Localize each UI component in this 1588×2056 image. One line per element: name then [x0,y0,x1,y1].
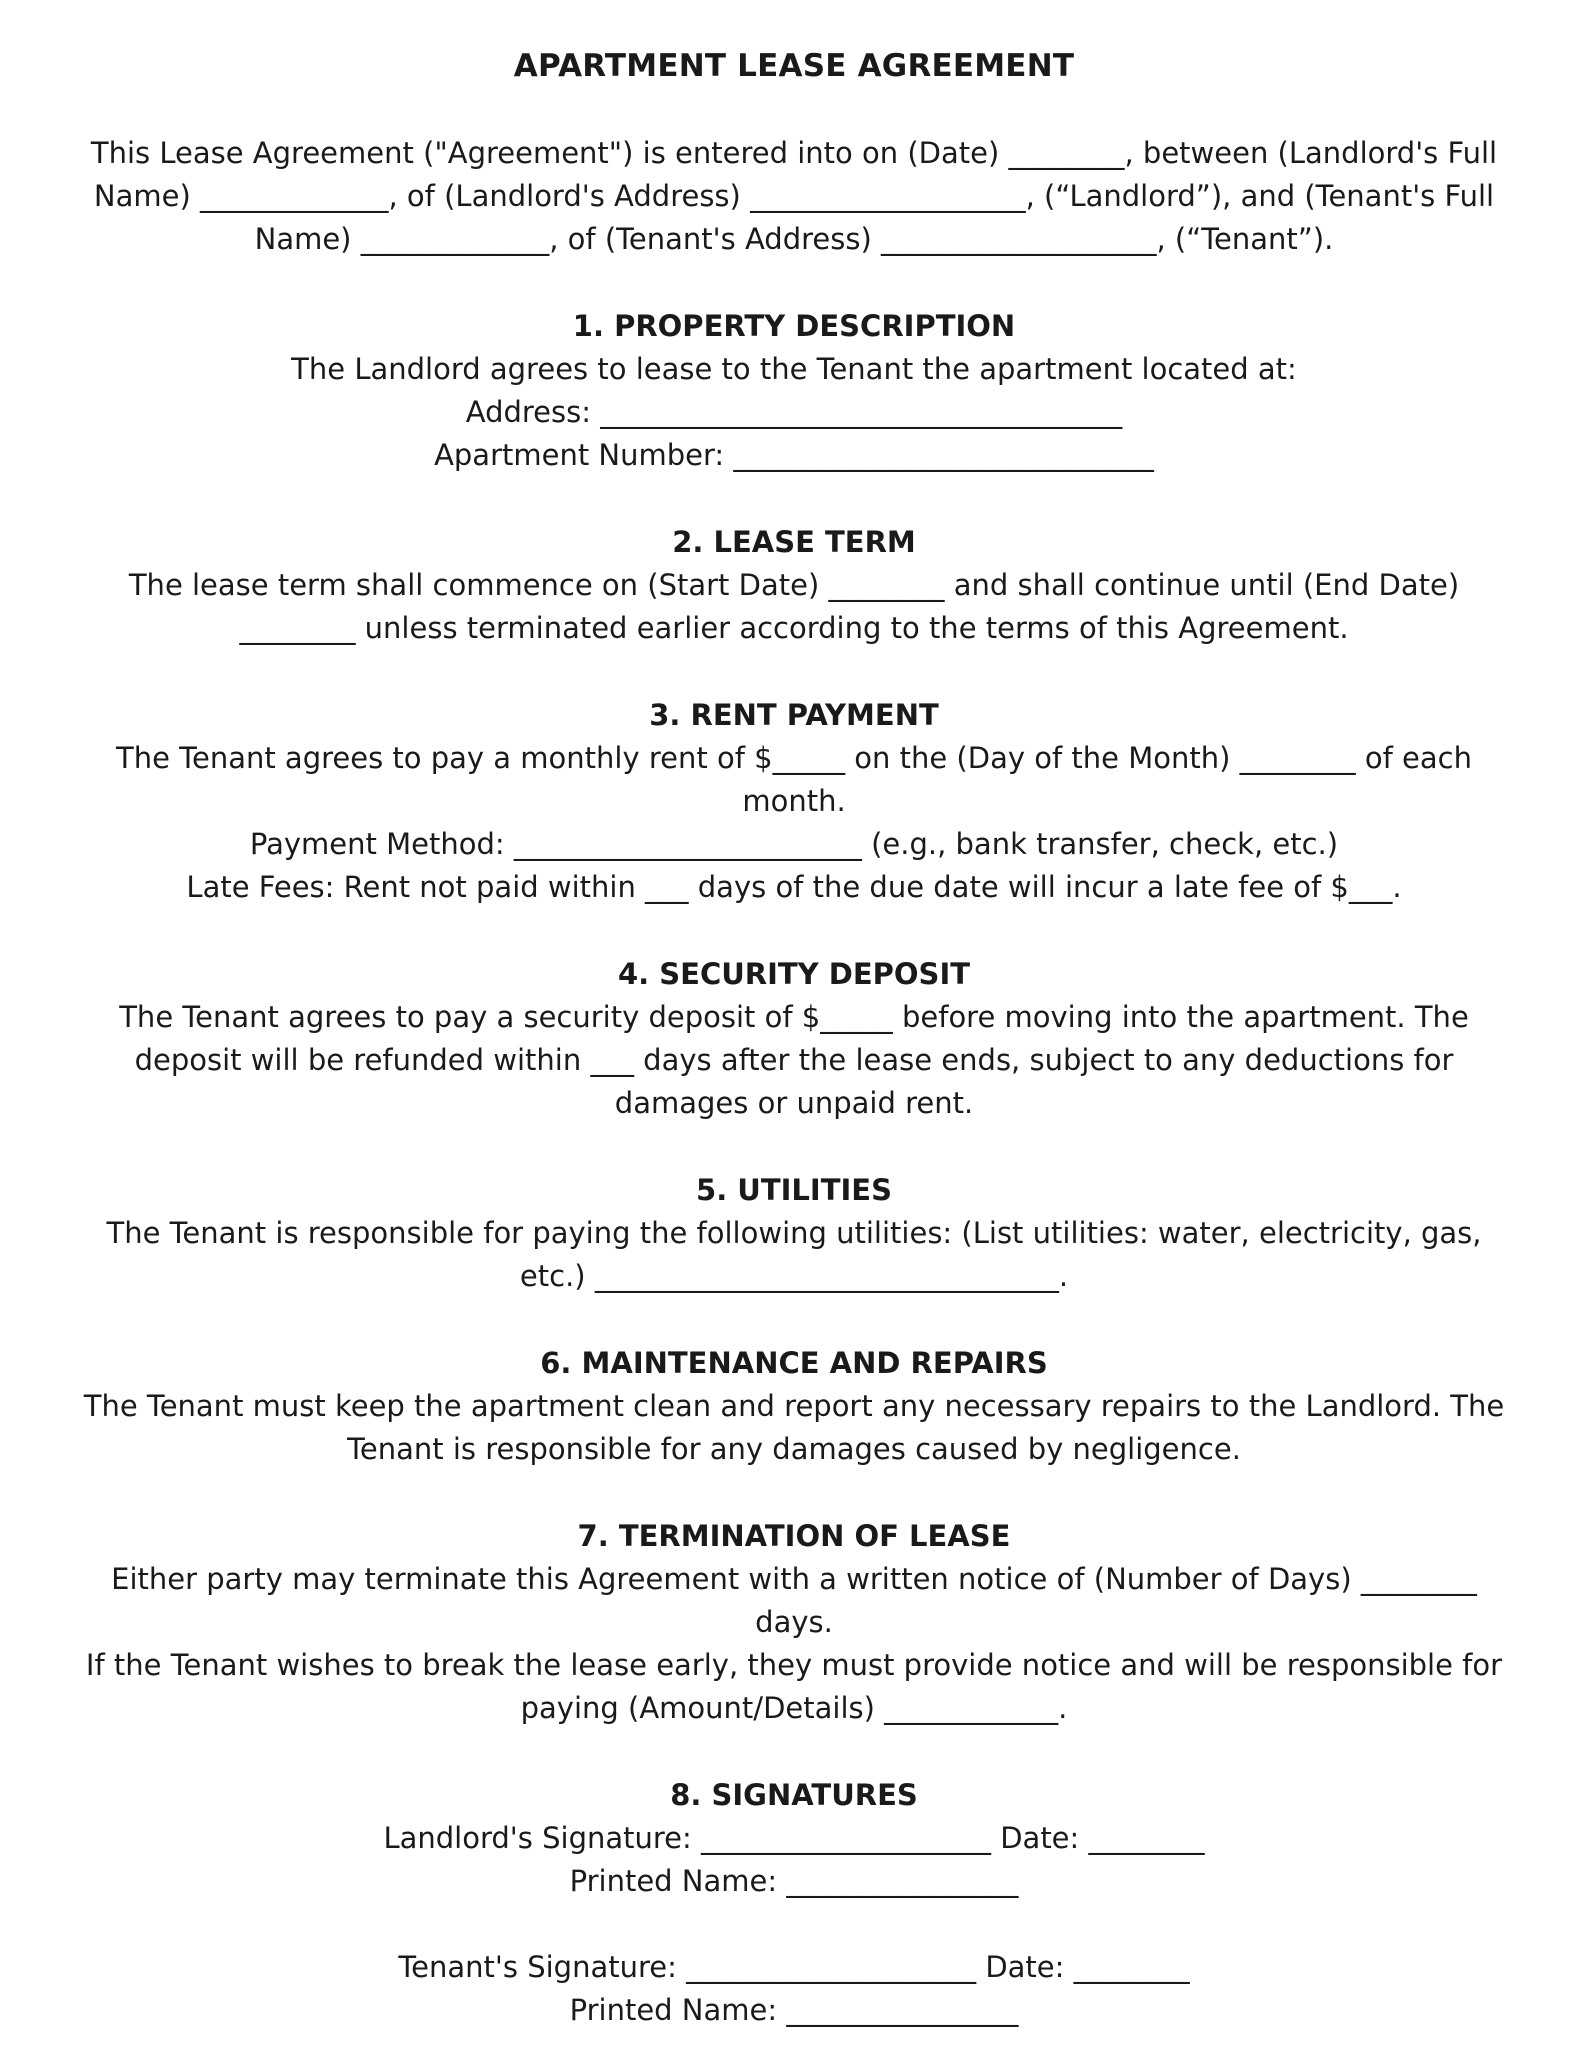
section-rent-payment [48,694,1540,909]
section-line: paying (Amount/Details) ____________. [520,1691,1068,1725]
address-field: Address: ____________________________________ [465,395,1123,429]
section-line: damages or unpaid rent. [614,1086,974,1120]
section-title: 7. TERMINATION OF LEASE [577,1519,1011,1553]
section-line: The Tenant is responsible for paying the following utilities: (List utilities: water, electricity, gas, [106,1216,1482,1250]
tenant-printed-name-line: Printed Name: ________________ [569,1993,1019,2027]
section-line: The Tenant agrees to pay a monthly rent of $_____ on the (Day of the Month) ________ of each [116,741,1472,775]
section-property-description [48,305,1540,477]
section-line: The Tenant must keep the apartment clean and report any necessary repairs to the Landlord. The [83,1389,1505,1423]
signature-spacer [48,1903,1540,1946]
tenant-signature-line: Tenant's Signature: ____________________ Date: ________ [398,1950,1190,1984]
section-line: days. [755,1605,833,1639]
landlord-printed-name-line: Printed Name: ________________ [569,1864,1019,1898]
section-line: If the Tenant wishes to break the lease early, they must provide notice and will be responsible for [85,1648,1503,1682]
section-line: etc.) ________________________________. [519,1259,1069,1293]
section-line: The lease term shall commence on (Start Date) ________ and shall continue until (End Date) [128,568,1460,602]
section-maintenance-repairs [48,1342,1540,1471]
section-title: 5. UTILITIES [696,1173,892,1207]
intro-paragraph [48,132,1540,261]
section-title: 6. MAINTENANCE AND REPAIRS [540,1346,1048,1380]
section-line: ________ unless terminated earlier according to the terms of this Agreement. [239,611,1349,645]
section-utilities [48,1169,1540,1298]
intro-line: This Lease Agreement ("Agreement") is entered into on (Date) ________, between (Landlord's Full [90,136,1498,170]
intro-line: Name) _____________, of (Tenant's Address) ___________________, (“Tenant”). [254,222,1334,256]
section-title: 3. RENT PAYMENT [649,698,939,732]
late-fees-line: Late Fees: Rent not paid within ___ days of the due date will incur a late fee of $___. [186,870,1402,904]
section-line: month. [742,784,846,818]
payment-method-field: Payment Method: ________________________ (e.g., bank transfer, check, etc.) [249,827,1339,861]
apartment-number-field: Apartment Number: _____________________________ [434,438,1154,472]
section-lease-term [48,521,1540,650]
intro-line: Name) _____________, of (Landlord's Address) ___________________, (“Landlord”), and (Tenant's Full [93,179,1495,213]
section-signatures [48,1774,1540,2032]
section-title: 8. SIGNATURES [670,1778,918,1812]
document-title: APARTMENT LEASE AGREEMENT [513,48,1075,84]
section-line: deposit will be refunded within ___ days after the lease ends, subject to any deductions for [134,1043,1454,1077]
section-title: 2. LEASE TERM [672,525,916,559]
section-title: 1. PROPERTY DESCRIPTION [572,309,1016,343]
section-line: Tenant is responsible for any damages caused by negligence. [347,1432,1241,1466]
landlord-signature-line: Landlord's Signature: ____________________ Date: ________ [383,1821,1205,1855]
section-line: The Landlord agrees to lease to the Tenant the apartment located at: [291,352,1297,386]
section-termination [48,1515,1540,1730]
section-security-deposit [48,953,1540,1125]
section-line: Either party may terminate this Agreement with a written notice of (Number of Days) ________ [111,1562,1477,1596]
section-line: The Tenant agrees to pay a security deposit of $_____ before moving into the apartment. The [119,1000,1469,1034]
section-title: 4. SECURITY DEPOSIT [617,957,971,991]
